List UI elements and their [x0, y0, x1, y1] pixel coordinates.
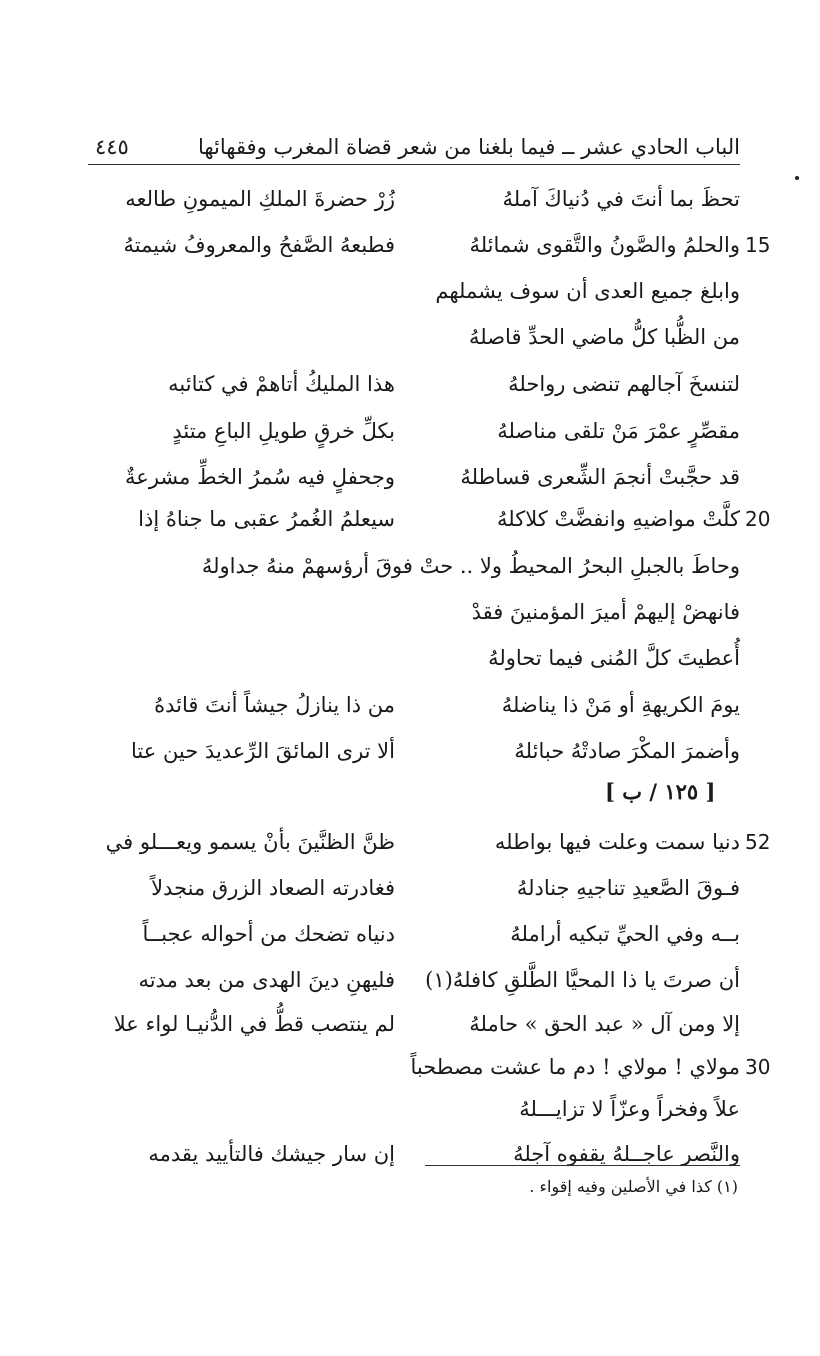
verse-line: [70, 1085, 740, 1133]
first-hemistich: إن سار جيشك فالتأييد يقدمه: [148, 1142, 395, 1166]
verse-number: 15: [745, 233, 771, 257]
verse-line: [70, 864, 740, 912]
first-hemistich: لم ينتصب قطُّ في الدُّنيـا لواء علا: [113, 1012, 395, 1036]
first-hemistich: ألا ترى المائقَ الرِّعديدَ حين عتا: [131, 739, 395, 763]
second-hemistich: كلَّتْ مواضيهِ وانفضَّتْ كلاكلهُ: [497, 507, 740, 531]
first-hemistich: وجحفلٍ فيه سُمرُ الخطِّ مشرعةٌ: [125, 465, 395, 489]
first-hemistich: فطبعهُ الصَّفحُ والمعروفُ شيمتهُ: [123, 233, 395, 257]
verse-line: [70, 818, 740, 866]
first-hemistich: زُرْ حضرةَ الملكِ الميمونِ طالعه: [125, 187, 395, 211]
first-hemistich: سيعلمُ الغُمرُ عقبى ما جناهُ إذا: [138, 507, 395, 531]
first-hemistich: هذا المليكُ أتاهمْ في كتائبه: [168, 372, 395, 396]
first-hemistich: فليهنِ دينَ الهدى من بعد مدته: [138, 968, 395, 992]
first-hemistich: دنياه تضحك من أحواله عجبــاً: [142, 922, 395, 946]
verse-number: 30: [745, 1055, 771, 1079]
verse-text: وحاطَ بالجبلِ البحرُ المحيطُ ولا .. حتْ فوقَ أرؤسهمْ منهُ جداولهُ: [201, 554, 740, 578]
second-hemistich: تحظَ بما أنتَ في دُنياكَ آملهُ: [502, 187, 740, 211]
verse-line: [70, 1043, 740, 1091]
verse-line: [70, 681, 740, 729]
verse-text: فانهضْ إليهمْ أميرَ المؤمنينَ فقدْ: [471, 600, 740, 624]
verse-line: [70, 910, 740, 958]
second-hemistich: دنيا سمت وعلت فيها بواطله: [494, 830, 740, 854]
chapter-title: الباب الحادي عشر ــ فيما بلغنا من شعر قضاة المغرب وفقهائها: [197, 135, 740, 159]
second-hemistich: أن صرتَ يا ذا المحيَّا الطَّلقِ كافلهُ(١): [425, 968, 740, 992]
second-hemistich: والنَّصر عاجــلهُ يقفوه آجلهُ: [513, 1142, 740, 1166]
verse-line: [70, 175, 740, 223]
folio-marker: [ ١٢٥ / ب ]: [605, 779, 716, 804]
footnote-rule: [425, 1165, 740, 1166]
verse-text: مولاي ! مولاي ! دم ما عشت مصطحباً: [410, 1055, 740, 1079]
footnote: (١) كذا في الأصلين وفيه إقواء .: [529, 1177, 738, 1196]
first-hemistich: فغادرته الصعاد الزرق منجدلاً: [151, 876, 395, 900]
first-hemistich: بكلِّ خرقٍ طويلِ الباعِ متئدٍ: [172, 419, 395, 443]
second-hemistich: وأضمرَ المكْرَ صادتْهُ حبائلهُ: [514, 739, 740, 763]
verse-line: [70, 360, 740, 408]
verse-line: [70, 727, 740, 775]
verse-line: [70, 221, 740, 269]
running-header: [95, 128, 740, 166]
second-hemistich: مقصِّرٍ عمْرَ مَنْ تلقى مناصلهُ: [497, 419, 740, 443]
verse-line: [70, 267, 740, 315]
first-hemistich: ظنَّ الظنَّينَ بأنْ يسمو ويعـــلو في: [105, 830, 395, 854]
verse-line: [70, 542, 740, 590]
verse-line: [70, 453, 740, 501]
verse-line: [70, 1130, 740, 1178]
verse-line: [70, 634, 740, 682]
second-hemistich: والحلمُ والصَّونُ والتَّقوى شمائلهُ: [469, 233, 740, 257]
second-hemistich: يومَ الكريهةِ أو مَنْ ذا يناضلهُ: [501, 693, 740, 717]
verse-text: أُعطيتَ كلَّ المُنى فيما تحاولهُ: [488, 646, 740, 670]
verse-number: 20: [745, 507, 771, 531]
verse-number: 52: [745, 830, 771, 854]
page-number: ٤٤٥: [95, 135, 129, 159]
second-hemistich: بــه وفي الحيِّ تبكيه أراملهُ: [510, 922, 740, 946]
verse-text: وابلغ جميع العدى أن سوف يشملهم: [435, 279, 740, 303]
verse-text: علاً وفخراً وعزّاً لا تزايـــلهُ: [519, 1097, 740, 1121]
second-hemistich: قد حجَّبتْ أنجمَ الشِّعرى قساطلهُ: [460, 465, 740, 489]
verse-line: [70, 1000, 740, 1048]
verse-text: من الظُّبا كلُّ ماضي الحدِّ قاصلهُ: [469, 325, 740, 349]
verse-line: [70, 495, 740, 543]
verse-line: [70, 407, 740, 455]
verse-line: [70, 313, 740, 361]
verse-line: [70, 588, 740, 636]
stray-mark: [795, 176, 799, 180]
first-hemistich: من ذا ينازلُ جيشاً أنتَ قائدهُ: [154, 693, 395, 717]
second-hemistich: فـوقَ الصَّعيدِ تناجيهِ جنادلهُ: [516, 876, 740, 900]
header-rule: [88, 164, 740, 165]
verse-line: [70, 956, 740, 1004]
second-hemistich: لتنسخَ آجالهم تنضى رواحلهُ: [508, 372, 740, 396]
second-hemistich: إلا ومن آل « عبد الحق » حاملهُ: [469, 1012, 740, 1036]
